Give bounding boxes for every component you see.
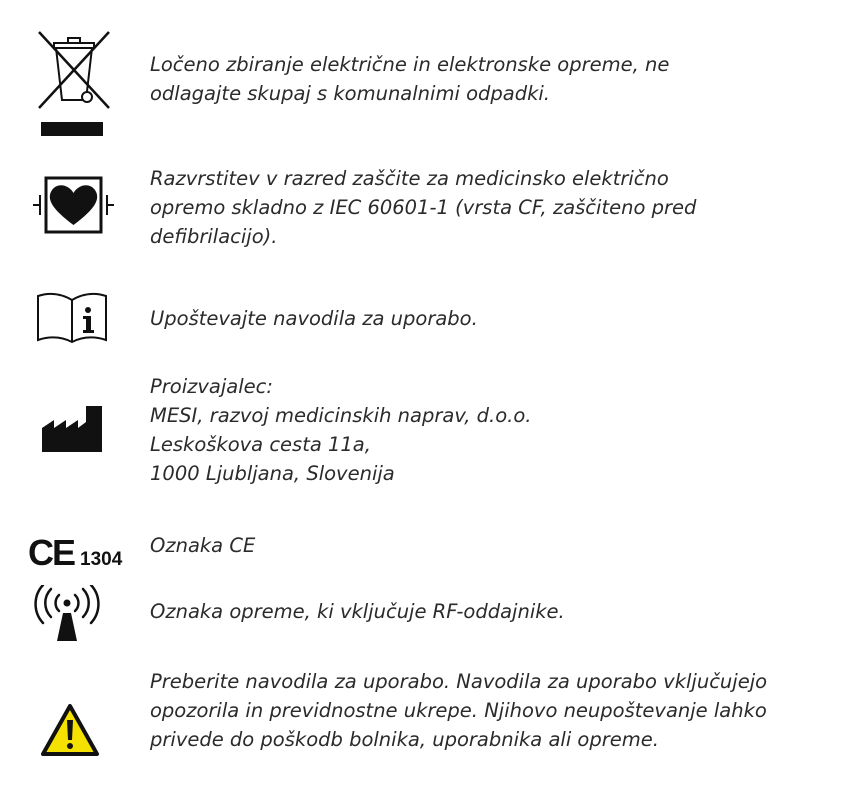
ce-description [150, 531, 255, 560]
manufacturer-factory-icon [42, 406, 104, 452]
text-line: opremo skladno z IEC 60601-1 (vrsta CF, zaščiteno pred [150, 196, 697, 219]
text-line: defibrilacijo). [150, 225, 278, 248]
cf-description [150, 164, 696, 251]
text-line: odlagajte skupaj s komunalnimi odpadki. [150, 82, 550, 105]
ce-mark-icon [28, 532, 122, 574]
weee-description [150, 50, 669, 108]
manufacturer-description [150, 372, 532, 488]
instructions-info-book-icon [36, 292, 108, 344]
text-line: Upoštevajte navodila za uporabo. [150, 307, 478, 330]
text-line: Proizvajalec: [150, 375, 273, 398]
notified-body-number: 1304 [80, 549, 123, 570]
ce-mark: CE [28, 532, 75, 573]
text-line: Razvrstitev v razred zaščite za medicinsko električno [150, 167, 669, 190]
text-line: Leskoškova cesta 11a, [150, 433, 371, 456]
text-line: Oznaka CE [150, 534, 256, 557]
text-line: Oznaka opreme, ki vključuje RF-oddajnike. [150, 600, 565, 623]
text-line: Ločeno zbiranje električne in elektronske opreme, ne [150, 53, 670, 76]
warning-triangle-icon [40, 703, 100, 757]
instructions-description [150, 304, 478, 333]
text-line: 1000 Ljubljana, Slovenija [150, 462, 395, 485]
type-cf-defibrillation-proof-icon [32, 175, 116, 235]
text-line: privede do poškodb bolnika, uporabnika ali opreme. [150, 728, 659, 751]
rf-description [150, 597, 565, 626]
text-line: opozorila in previdnostne ukrepe. Njihovo neupoštevanje lahko [150, 699, 767, 722]
warning-description [150, 667, 767, 754]
text-line: Preberite navodila za uporabo. Navodila za uporabo vključujejo [150, 670, 768, 693]
text-line: MESI, razvoj medicinskih naprav, d.o.o. [150, 404, 532, 427]
rf-transmitter-icon [34, 585, 100, 643]
weee-crossed-bin-icon [34, 28, 114, 138]
